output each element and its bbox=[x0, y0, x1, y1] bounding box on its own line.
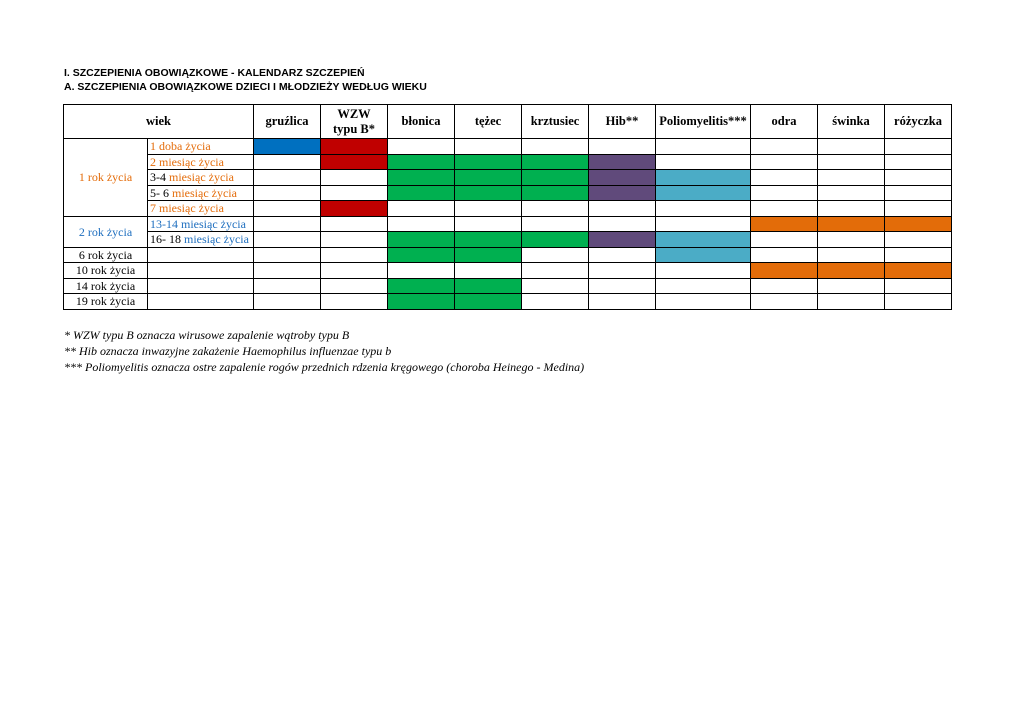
age-sub-label bbox=[148, 170, 254, 186]
schedule-cell bbox=[751, 263, 818, 279]
header-wzw-line1: WZW bbox=[337, 106, 371, 121]
schedule-cell bbox=[589, 278, 656, 294]
header-gruzlica: gruźlica bbox=[254, 105, 321, 139]
table-row bbox=[64, 201, 952, 217]
schedule-cell bbox=[254, 263, 321, 279]
schedule-cell bbox=[656, 232, 751, 248]
schedule-cell bbox=[589, 263, 656, 279]
schedule-cell bbox=[455, 247, 522, 263]
header-wzw-line2: typu B* bbox=[332, 121, 376, 136]
header-tezec: tężec bbox=[455, 105, 522, 139]
schedule-cell bbox=[818, 154, 885, 170]
schedule-cell bbox=[522, 185, 589, 201]
title-line-1: I. SZCZEPIENIA OBOWIĄZKOWE - KALENDARZ SZCZEPIEŃ bbox=[64, 67, 365, 79]
table-row bbox=[64, 232, 952, 248]
schedule-cell bbox=[656, 263, 751, 279]
schedule-cell bbox=[818, 263, 885, 279]
schedule-cell bbox=[388, 154, 455, 170]
age-sub-label bbox=[148, 232, 254, 248]
document-titles bbox=[64, 66, 427, 94]
schedule-cell bbox=[321, 154, 388, 170]
schedule-cell bbox=[321, 185, 388, 201]
schedule-cell bbox=[818, 216, 885, 232]
age-sub-label-number: 16- 18 bbox=[150, 232, 184, 247]
schedule-cell bbox=[751, 216, 818, 232]
schedule-cell bbox=[388, 294, 455, 310]
table-row bbox=[64, 216, 952, 232]
schedule-cell bbox=[455, 170, 522, 186]
schedule-cell bbox=[522, 139, 589, 155]
schedule-cell bbox=[751, 139, 818, 155]
schedule-cell bbox=[656, 278, 751, 294]
footnote-hib: ** Hib oznacza inwazyjne zakażenie Haemophilus influenzae typu b bbox=[64, 344, 392, 358]
header-row bbox=[64, 105, 952, 139]
schedule-cell bbox=[388, 247, 455, 263]
schedule-cell bbox=[455, 139, 522, 155]
age-sub-label-empty bbox=[148, 263, 254, 279]
schedule-cell bbox=[656, 294, 751, 310]
schedule-cell bbox=[751, 154, 818, 170]
age-label: 14 rok życia bbox=[64, 278, 148, 294]
schedule-cell bbox=[455, 185, 522, 201]
header-hib: Hib** bbox=[589, 105, 656, 139]
header-polio: Poliomyelitis*** bbox=[656, 105, 751, 139]
schedule-cell bbox=[589, 139, 656, 155]
schedule-cell bbox=[522, 278, 589, 294]
schedule-cell bbox=[656, 201, 751, 217]
schedule-cell bbox=[885, 247, 952, 263]
schedule-cell bbox=[522, 294, 589, 310]
table-body bbox=[64, 139, 952, 310]
schedule-cell bbox=[885, 278, 952, 294]
schedule-cell bbox=[751, 201, 818, 217]
header-age: wiek bbox=[64, 105, 254, 139]
schedule-cell bbox=[522, 263, 589, 279]
schedule-cell bbox=[818, 294, 885, 310]
age-sub-label-empty bbox=[148, 247, 254, 263]
schedule-cell bbox=[321, 247, 388, 263]
schedule-cell bbox=[589, 185, 656, 201]
schedule-cell bbox=[388, 278, 455, 294]
schedule-cell bbox=[321, 263, 388, 279]
footnote-polio: *** Poliomyelitis oznacza ostre zapalenie rogów przednich rdzenia kręgowego (choroba Heinego - Medina) bbox=[64, 360, 585, 374]
schedule-cell bbox=[388, 216, 455, 232]
age-sub-label: 1 doba życia bbox=[148, 139, 254, 155]
schedule-cell bbox=[589, 294, 656, 310]
schedule-cell bbox=[818, 278, 885, 294]
age-label: 19 rok życia bbox=[64, 294, 148, 310]
schedule-cell bbox=[254, 185, 321, 201]
schedule-cell bbox=[522, 216, 589, 232]
schedule-cell bbox=[589, 232, 656, 248]
schedule-cell bbox=[388, 232, 455, 248]
schedule-cell bbox=[589, 247, 656, 263]
schedule-cell bbox=[254, 216, 321, 232]
table-row bbox=[64, 247, 952, 263]
schedule-cell bbox=[751, 278, 818, 294]
age-group-label: 2 rok życia bbox=[64, 216, 148, 247]
schedule-cell bbox=[751, 232, 818, 248]
schedule-cell bbox=[254, 247, 321, 263]
schedule-cell bbox=[885, 185, 952, 201]
schedule-cell bbox=[885, 232, 952, 248]
schedule-cell bbox=[388, 185, 455, 201]
schedule-cell bbox=[522, 201, 589, 217]
schedule-cell bbox=[818, 185, 885, 201]
schedule-cell bbox=[321, 139, 388, 155]
schedule-cell bbox=[321, 216, 388, 232]
schedule-cell bbox=[321, 170, 388, 186]
header-odra: odra bbox=[751, 105, 818, 139]
schedule-cell bbox=[254, 232, 321, 248]
schedule-cell bbox=[818, 232, 885, 248]
schedule-cell bbox=[818, 139, 885, 155]
schedule-cell bbox=[589, 154, 656, 170]
table-row bbox=[64, 294, 952, 310]
schedule-cell bbox=[455, 232, 522, 248]
schedule-cell bbox=[885, 154, 952, 170]
schedule-cell bbox=[388, 139, 455, 155]
schedule-cell bbox=[455, 216, 522, 232]
age-label: 10 rok życia bbox=[64, 263, 148, 279]
title-line-2: A. SZCZEPIENIA OBOWIĄZKOWE DZIECI I MŁODZIEŻY WEDŁUG WIEKU bbox=[64, 81, 427, 93]
schedule-cell bbox=[656, 170, 751, 186]
schedule-cell bbox=[589, 201, 656, 217]
age-sub-label-unit: miesiąc życia bbox=[169, 170, 234, 185]
age-sub-label-number: 3-4 bbox=[150, 170, 169, 185]
age-group-label: 1 rok życia bbox=[64, 139, 148, 217]
schedule-cell bbox=[455, 278, 522, 294]
schedule-cell bbox=[818, 247, 885, 263]
schedule-cell bbox=[522, 232, 589, 248]
vaccination-schedule-table bbox=[63, 104, 952, 310]
schedule-cell bbox=[751, 185, 818, 201]
table-row bbox=[64, 278, 952, 294]
schedule-cell bbox=[589, 170, 656, 186]
age-sub-label-number: 5- 6 bbox=[150, 185, 172, 200]
schedule-cell bbox=[818, 170, 885, 186]
header-blonica: błonica bbox=[388, 105, 455, 139]
header-swinka: świnka bbox=[818, 105, 885, 139]
schedule-cell bbox=[656, 154, 751, 170]
age-label: 6 rok życia bbox=[64, 247, 148, 263]
schedule-cell bbox=[656, 139, 751, 155]
header-krztusiec: krztusiec bbox=[522, 105, 589, 139]
schedule-cell bbox=[388, 170, 455, 186]
schedule-cell bbox=[455, 263, 522, 279]
schedule-cell bbox=[885, 139, 952, 155]
schedule-cell bbox=[885, 294, 952, 310]
schedule-cell bbox=[455, 294, 522, 310]
schedule-cell bbox=[656, 185, 751, 201]
footnotes bbox=[64, 327, 584, 375]
schedule-cell bbox=[388, 201, 455, 217]
table-row bbox=[64, 154, 952, 170]
schedule-cell bbox=[656, 247, 751, 263]
age-sub-label-empty bbox=[148, 294, 254, 310]
schedule-cell bbox=[656, 216, 751, 232]
age-sub-label-empty bbox=[148, 278, 254, 294]
schedule-cell bbox=[818, 201, 885, 217]
age-sub-label-unit: miesiąc życia bbox=[172, 185, 237, 200]
schedule-cell bbox=[885, 263, 952, 279]
schedule-cell bbox=[522, 154, 589, 170]
schedule-cell bbox=[321, 278, 388, 294]
age-sub-label: 13-14 miesiąc życia bbox=[148, 216, 254, 232]
schedule-cell bbox=[321, 201, 388, 217]
table-row bbox=[64, 170, 952, 186]
schedule-cell bbox=[388, 263, 455, 279]
schedule-cell bbox=[254, 154, 321, 170]
schedule-cell bbox=[254, 139, 321, 155]
schedule-cell bbox=[522, 247, 589, 263]
age-sub-label: 7 miesiąc życia bbox=[148, 201, 254, 217]
table-row bbox=[64, 263, 952, 279]
schedule-cell bbox=[254, 294, 321, 310]
schedule-cell bbox=[885, 201, 952, 217]
header-wzw bbox=[321, 105, 388, 139]
age-sub-label-unit: miesiąc życia bbox=[184, 232, 249, 247]
table-row bbox=[64, 185, 952, 201]
schedule-cell bbox=[254, 201, 321, 217]
footnote-wzw: * WZW typu B oznacza wirusowe zapalenie wątroby typu B bbox=[64, 328, 350, 342]
schedule-cell bbox=[254, 278, 321, 294]
schedule-cell bbox=[321, 294, 388, 310]
age-sub-label: 2 miesiąc życia bbox=[148, 154, 254, 170]
schedule-cell bbox=[455, 154, 522, 170]
schedule-cell bbox=[321, 232, 388, 248]
schedule-cell bbox=[455, 201, 522, 217]
schedule-cell bbox=[751, 170, 818, 186]
schedule-cell bbox=[589, 216, 656, 232]
header-rozyczka: różyczka bbox=[885, 105, 952, 139]
schedule-cell bbox=[254, 170, 321, 186]
schedule-cell bbox=[751, 294, 818, 310]
schedule-cell bbox=[522, 170, 589, 186]
table-row bbox=[64, 139, 952, 155]
age-sub-label bbox=[148, 185, 254, 201]
schedule-cell bbox=[885, 216, 952, 232]
schedule-cell bbox=[751, 247, 818, 263]
schedule-cell bbox=[885, 170, 952, 186]
